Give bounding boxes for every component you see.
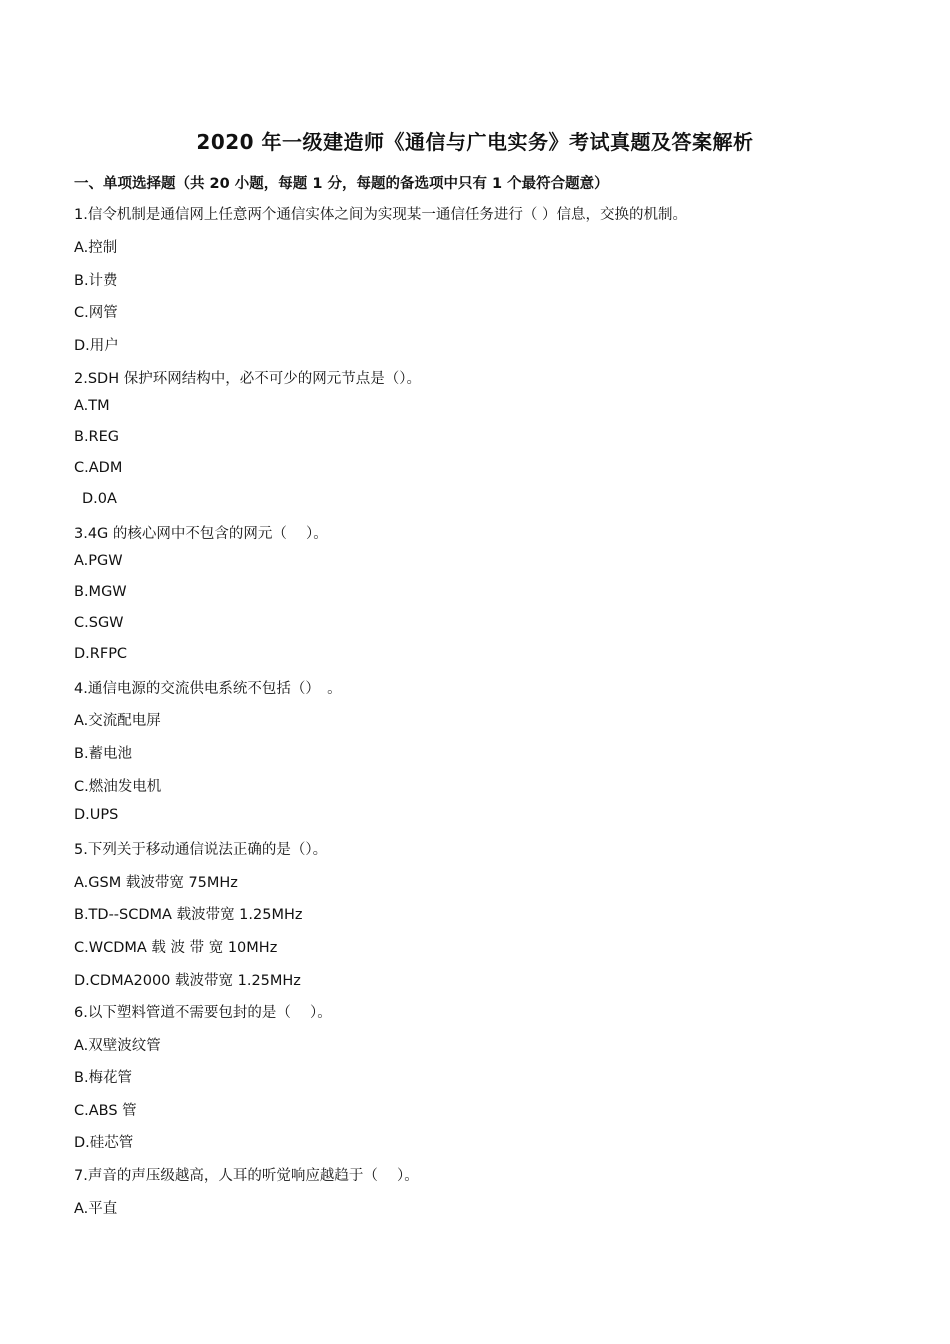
question-4-option-b: B.蓄电池: [74, 746, 133, 762]
question-3-stem: 3.4G 的核心网中不包含的网元（ ）。: [74, 526, 328, 542]
question-3-option-c: C.SGW: [74, 615, 124, 631]
section-heading: 一、单项选择题（共 20 小题，每题 1 分，每题的备选项中只有 1 个最符合题意）: [74, 176, 609, 192]
question-6-option-c: C.ABS 管: [74, 1103, 137, 1119]
question-4-option-a: A.交流配电屏: [74, 713, 161, 729]
question-5-option-a: A.GSM 载波带宽 75MHz: [74, 875, 238, 891]
question-5-option-c: C.WCDMA 载 波 带 宽 10MHz: [74, 940, 278, 956]
question-6-option-b: B.梅花管: [74, 1070, 133, 1086]
question-5-option-d: D.CDMA2000 载波带宽 1.25MHz: [74, 973, 301, 989]
question-1-option-c: C.网管: [74, 305, 118, 321]
question-1-option-d: D.用户: [74, 338, 119, 354]
question-7-option-a: A.平直: [74, 1201, 118, 1217]
page-title: 2020 年一级建造师《通信与广电实务》考试真题及答案解析: [196, 130, 754, 154]
question-2-option-d: D.0A: [82, 491, 117, 507]
question-1-stem: 1.信令机制是通信网上任意两个通信实体之间为实现某一通信任务进行（ ）信息，交换的机制。: [74, 207, 687, 223]
question-3-option-d: D.RFPC: [74, 646, 128, 662]
question-4-stem: 4.通信电源的交流供电系统不包括（） 。: [74, 681, 342, 697]
question-3-option-b: B.MGW: [74, 584, 127, 600]
question-1-option-a: A.控制: [74, 240, 118, 256]
question-1-option-b: B.计费: [74, 273, 118, 289]
question-2-stem: 2.SDH 保护环网结构中，必不可少的网元节点是（）。: [74, 371, 421, 387]
question-2-option-a: A.TM: [74, 398, 110, 414]
question-2-option-c: C.ADM: [74, 460, 123, 476]
question-6-stem: 6.以下塑料管道不需要包封的是（ ）。: [74, 1005, 332, 1021]
question-7-stem: 7.声音的声压级越高，人耳的听觉响应越趋于（ ）。: [74, 1168, 419, 1184]
question-3-option-a: A.PGW: [74, 553, 123, 569]
question-5-option-b: B.TD--SCDMA 载波带宽 1.25MHz: [74, 907, 303, 923]
question-5-stem: 5.下列关于移动通信说法正确的是（）。: [74, 842, 328, 858]
question-4-option-d: D.UPS: [74, 807, 119, 823]
question-4-option-c: C.燃油发电机: [74, 779, 162, 795]
question-6-option-d: D.硅芯管: [74, 1135, 134, 1151]
question-6-option-a: A.双壁波纹管: [74, 1038, 161, 1054]
question-2-option-b: B.REG: [74, 429, 120, 445]
